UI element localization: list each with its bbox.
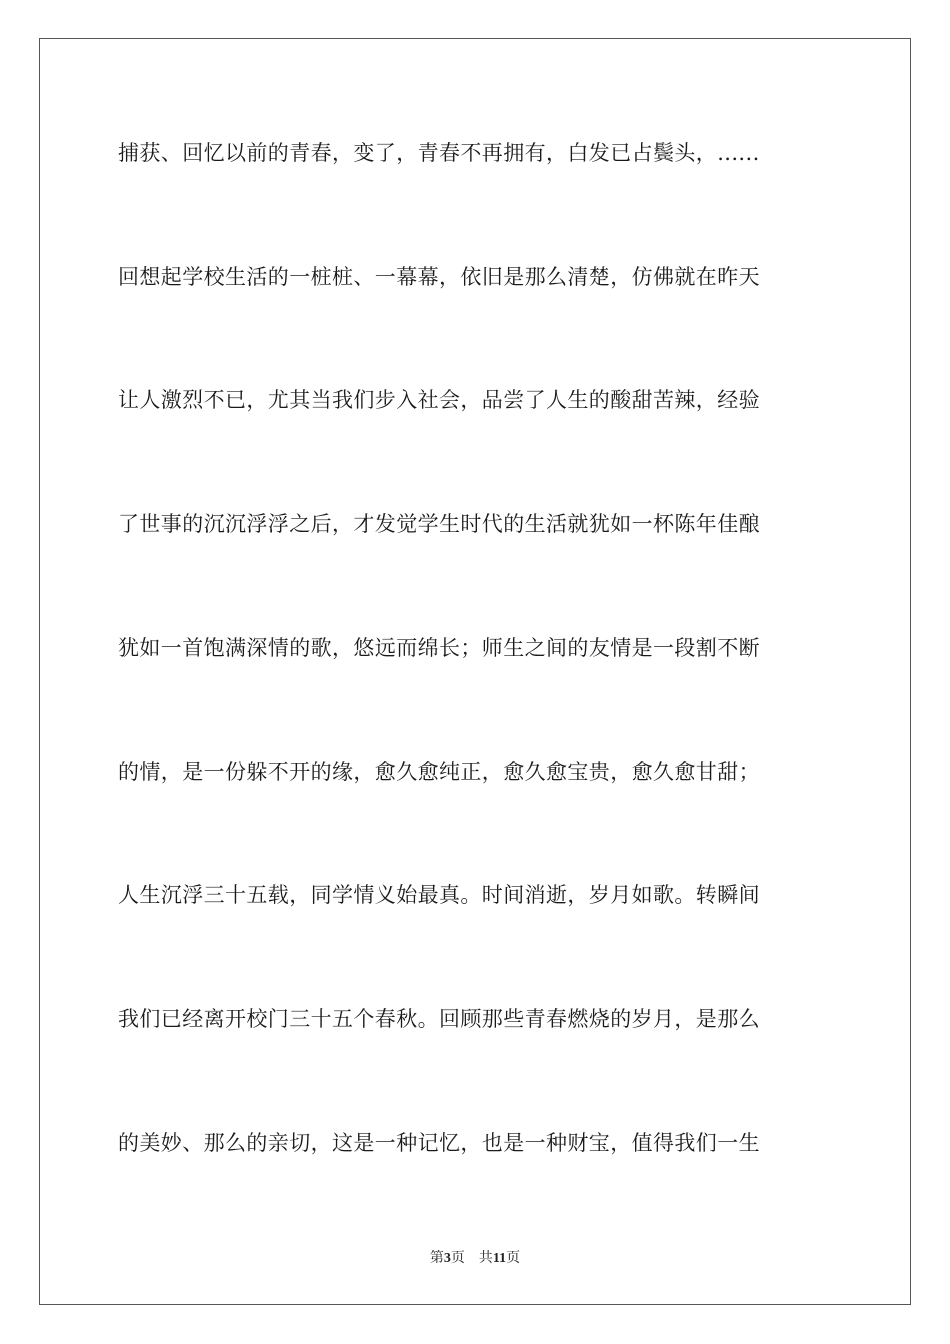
text-line-5: 犹如一首饱满深情的歌，悠远而绵长；师生之间的友情是一段割不断 (118, 636, 760, 660)
text-line-4: 了世事的沉沉浮浮之后，才发觉学生时代的生活就犹如一杯陈年佳酿 (118, 512, 760, 536)
text-line-1: 捕获、回忆以前的青春，变了，青春不再拥有，白发已占鬓头，...... (118, 141, 760, 165)
current-page-number: 3 (443, 1251, 451, 1266)
page-border (39, 38, 911, 1305)
text-line-3: 让人激烈不已，尤其当我们步入社会，品尝了人生的酸甜苦辣，经验 (118, 388, 760, 412)
page-prefix: 第 (429, 1251, 444, 1266)
text-line-6: 的情，是一份躲不开的缘，愈久愈纯正，愈久愈宝贵，愈久愈甘甜； (118, 760, 760, 784)
total-suffix: 页 (506, 1251, 521, 1266)
total-prefix: 共 (478, 1251, 493, 1266)
text-line-8: 我们已经离开校门三十五个春秋。回顾那些青春燃烧的岁月，是那么 (118, 1007, 760, 1031)
text-line-9: 的美妙、那么的亲切，这是一种记忆，也是一种财宝，值得我们一生 (118, 1131, 760, 1155)
page-suffix: 页 (450, 1251, 465, 1266)
page-footer (0, 1247, 950, 1267)
text-line-2: 回想起学校生活的一桩桩、一幕幕，依旧是那么清楚，仿佛就在昨天 (118, 265, 760, 289)
total-page-count: 11 (492, 1251, 507, 1266)
text-line-7: 人生沉浮三十五载，同学情义始最真。时间消逝，岁月如歌。转瞬间 (118, 883, 760, 907)
